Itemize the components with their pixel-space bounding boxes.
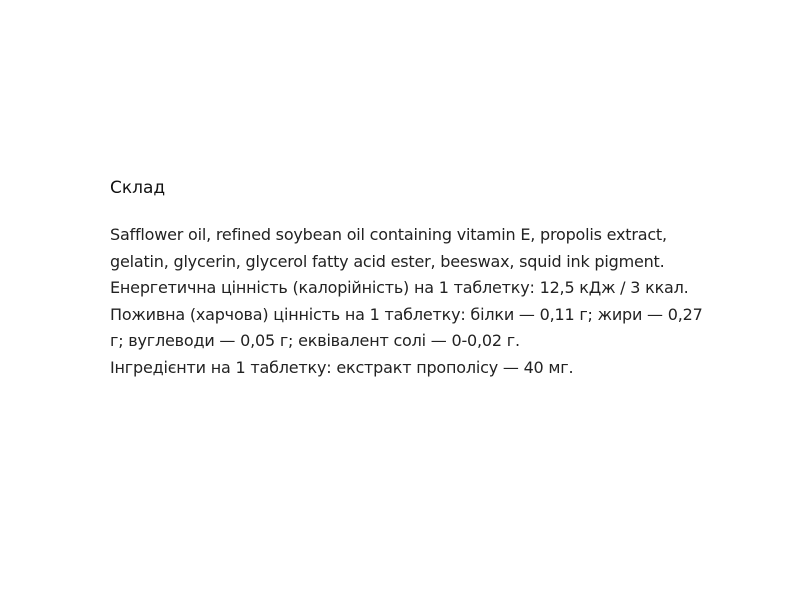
nutrition-value-text: Поживна (харчова) цінність на 1 таблетку: білки — 0,11 г; жири — 0,27 г; вуглеводи — 0,05 г; еквівалент солі — 0-0,02 г.	[110, 304, 703, 350]
ingredients-text: Safflower oil, refined soybean oil containing vitamin E, propolis extract, gelatin, glycerin, glycerol fatty acid ester, beeswax, squid ink pigment.	[110, 225, 667, 271]
energy-value-text: Енергетична цінність (калорійність) на 1 таблетку: 12,5 кДж / 3 ккал.	[110, 278, 689, 297]
active-ingredients-text: Інгредієнти на 1 таблетку: екстракт прополісу — 40 мг.	[110, 357, 574, 377]
section-heading: Склад	[110, 178, 166, 198]
composition-section	[110, 176, 710, 381]
